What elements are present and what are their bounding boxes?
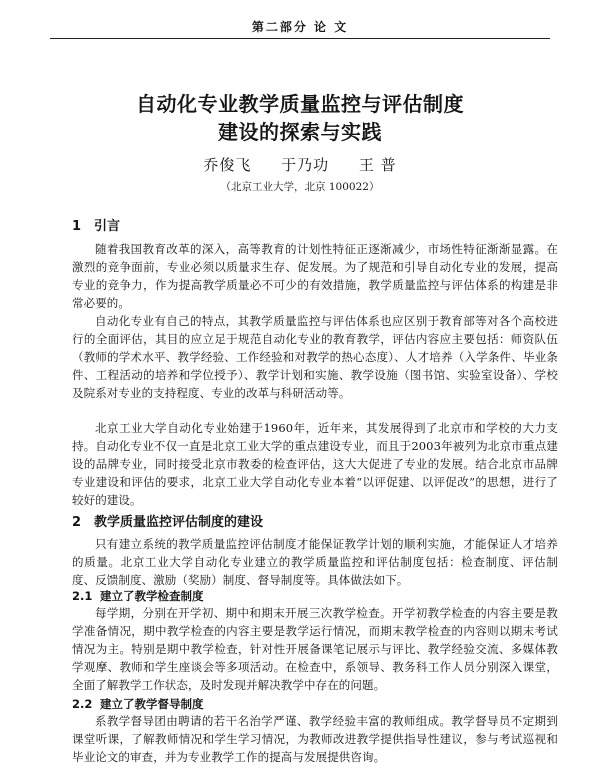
section-heading-quality-system — [72, 511, 263, 530]
body-paragraph: 随着我国教育改革的深入，高等教育的计划性特征正逐渐减少，市场性特征渐渐显露。在激烈的竞争面前，专业必须以质量求生存、促发展。为了规范和引导自动化专业的发展，提高专业的竞争力，作为提高教学质量必不可少的有效措施，教学质量监控与评估体系的构建是非常必要的。 — [72, 242, 558, 310]
author-list — [0, 154, 600, 175]
running-header: 第二部分 论 文 — [251, 20, 349, 34]
section-title: 引言 — [94, 219, 121, 234]
author-name: 王 普 — [358, 156, 397, 174]
body-paragraph: 每学期，分别在开学初、期中和期末开展三次教学检查。开学初教学检查的内容主要是教学准备情况，期中教学检查的内容主要是教学运行情况，而期末教学检查的内容则以期末考试情况为主。特别是期中教学检查，针对性开展备课笔记展示与评比、教学经验交流、多媒体教学观摩、教师和学生座谈会等多项活动。在检查中，系领导、教务科工作人员分别深入课堂，全面了解教学工作状态，及时发现并解决教学中存在的问题。 — [72, 606, 558, 692]
author-name: 乔俊飞 — [203, 156, 252, 174]
body-paragraph: 自动化专业有自己的特点，其教学质量监控与评估体系也应区别于教育部等对各个高校进行的全面评估，其目的应立足于规范自动化专业的教育教学，评估内容应主要包括：师资队伍（教师的学术水平、教学经验、工作经验和对教学的热心态度）、人才培养（入学条件、毕业条件、工程活动的培养和学位授予）、教学计划和实施、教学设施（图书馆、实验室设备）、学校及院系对专业的支持程度、专业的改革与科研活动等。 — [72, 314, 558, 400]
paper-title-line-2: 建设的探索与实践 — [218, 120, 382, 144]
author-name: 于乃功 — [281, 156, 330, 174]
affiliation: （北京工业大学，北京 100022） — [220, 181, 380, 193]
paper-title-line-1: 自动化专业教学质量监控与评估制度 — [136, 92, 464, 116]
subsection-title: 建立了教学督导制度 — [100, 697, 204, 711]
subsection-title: 建立了教学检查制度 — [100, 589, 204, 603]
subsection-number: 2.2 — [72, 697, 93, 711]
header-rule — [50, 38, 550, 39]
subsection-number: 2.1 — [72, 589, 93, 603]
section-title: 教学质量监控评估制度的建设 — [94, 515, 264, 530]
subsection-heading-supervision — [72, 696, 204, 712]
section-number: 1 — [72, 219, 82, 234]
body-paragraph: 系教学督导团由聘请的若干名治学严谨、教学经验丰富的教师组成。教学督导员不定期到课堂听课，了解教师情况和学生学习情况，为教师改进教学提供指导性建议，参与考试巡视和毕业论文的审查，并为专业教学工作的提高与发展提供咨询。 — [72, 714, 558, 764]
section-heading-introduction — [72, 215, 120, 234]
body-paragraph: 只有建立系统的教学质量监控评估制度才能保证教学计划的顺利实施，才能保证人才培养的质量。北京工业大学自动化专业建立的教学质量监控和评估制度包括：检查制度、评估制度、反馈制度、激励（奖励）制度、督导制度等。具体做法如下。 — [72, 537, 558, 587]
subsection-heading-inspection — [72, 588, 204, 604]
section-number: 2 — [72, 515, 82, 530]
body-paragraph: 北京工业大学自动化专业始建于1960年，近年来，其发展得到了北京市和学校的大力支持。自动化专业不仅一直是北京工业大学的重点建设专业，而且于2003年被列为北京市重点建设的品牌专业，同时接受北京市教委的检查评估，这大大促进了专业的发展。结合北京市品牌专业建设和评估的要求，北京工业大学自动化专业本着“以评促建、以评促改”的思想，进行了较好的建设。 — [72, 421, 558, 507]
